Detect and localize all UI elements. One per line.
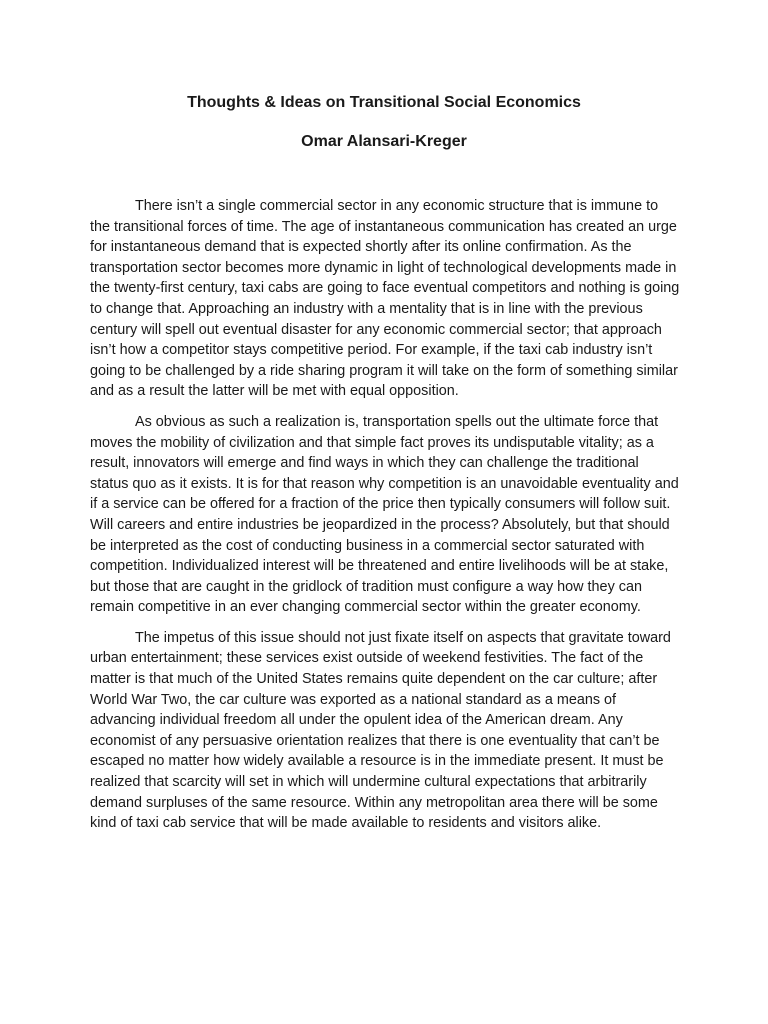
document-body [90,196,680,834]
paragraph-3: The impetus of this issue should not just fixate itself on aspects that gravitate toward urban entertainment; these services exist outside of weekend festivities. The fact of the matter is that much of the United States remains quite dependent on the car culture; after World War Two, the car culture was exported as a national standard as a means of advancing individual freedom all under the opulent idea of the American dream. Any economist of any persuasive orientation realizes that there is one eventuality that can’t be escaped no matter how widely available a resource is in the immediate present. It must be realized that scarcity will set in which will undermine cultural expectations that arbitrarily demand surpluses of the same resource. Within any metropolitan area there will be some kind of taxi cab service that will be made available to residents and visitors alike. [90,629,671,832]
document-title: Thoughts & Ideas on Transitional Social Economics [187,94,581,111]
paragraph-1: There isn’t a single commercial sector in any economic structure that is immune to the transitional forces of time. The age of instantaneous communication has created an urge for instantaneous demand that is expected shortly after its online confirmation. As the transportation sector becomes more dynamic in light of technological developments made in the twenty-first century, taxi cabs are going to face eventual competitors and nothing is going to change that. Approaching an industry with a mentality that is in line with the previous century will spell out eventual disaster for any economic commercial sector; that approach isn’t how a competitor stays competitive period. For example, if the taxi cab industry isn’t going to be challenged by a ride sharing program it will take on the form of something similar and as a result the latter will be met with equal opposition. [90,198,680,400]
document-author: Omar Alansari-Kreger [301,133,467,150]
paragraph-2: As obvious as such a realization is, transportation spells out the ultimate force that moves the mobility of civilization and that simple fact proves its undisputable vitality; as a result, innovators will emerge and find ways in which they can challenge the traditional status quo as it exists. It is for that reason why competition is an unavoidable eventuality and if a service can be offered for a fraction of the price then typically consumers will follow suit. Will careers and entire industries be jeopardized in the process? Absolutely, but that should be interpreted as the cost of conducting business in a commercial sector saturated with competition. Individualized interest will be threatened and entire livelihoods will be at stake, but those that are caught in the gridlock of tradition must configure a way how they can remain competitive in an ever changing commercial sector within the greater economy. [90,413,679,616]
